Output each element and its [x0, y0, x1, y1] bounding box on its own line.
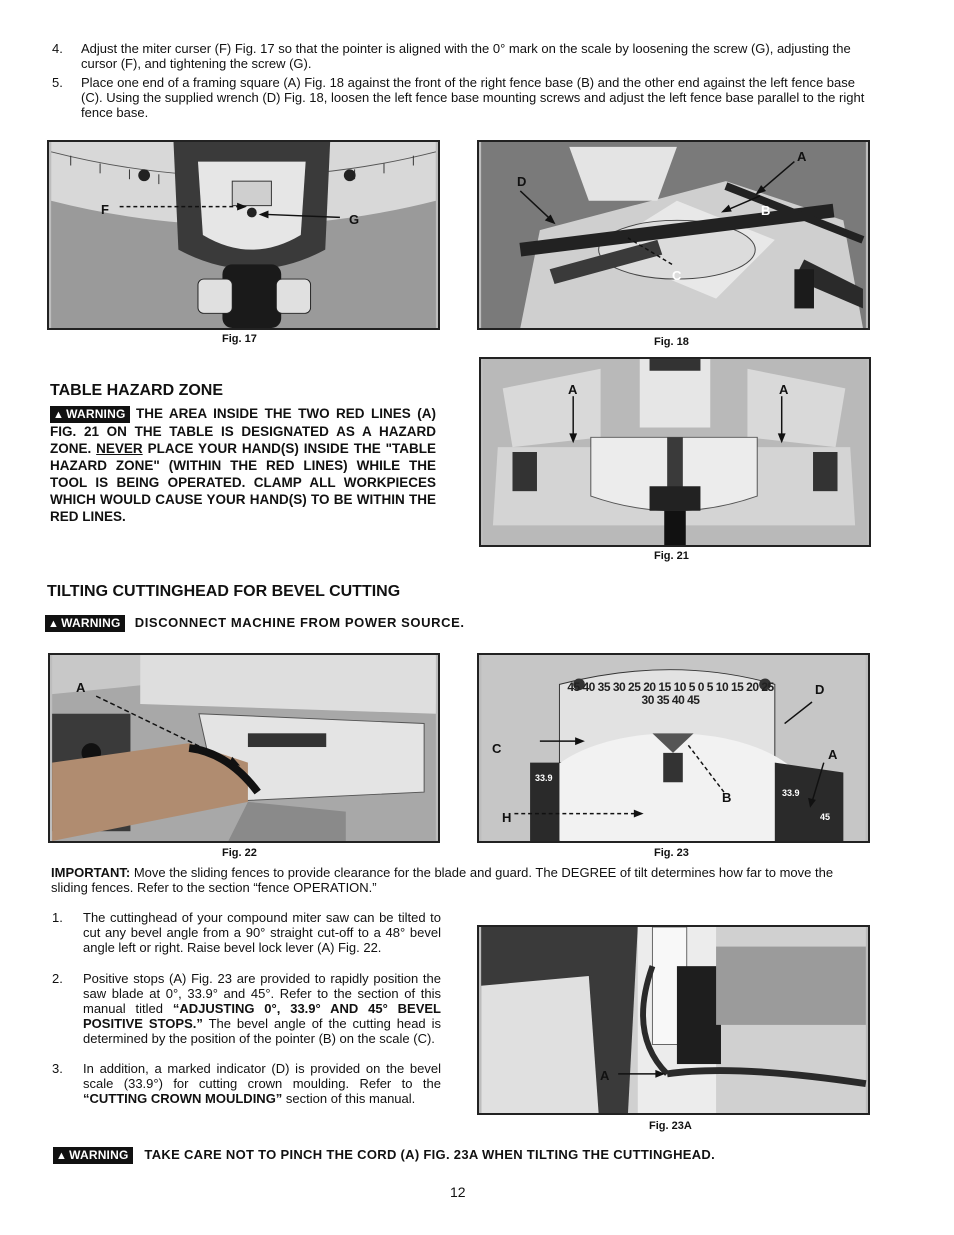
step-5: [52, 75, 872, 123]
fig23a-caption: Fig. 23A: [649, 1120, 692, 1132]
figure-18: [477, 140, 870, 330]
warning-badge: [53, 1147, 133, 1164]
figure-22: [48, 653, 440, 843]
step-number: 5.: [52, 75, 63, 90]
step-number: 4.: [52, 41, 63, 56]
bevel-warning: [45, 615, 465, 632]
fig22-illustration: [50, 655, 438, 841]
fig18-label-d: D: [517, 174, 527, 189]
bevel-heading: TILTING CUTTINGHEAD FOR BEVEL CUTTING: [47, 583, 401, 600]
table-hazard-heading: TABLE HAZARD ZONE: [50, 382, 224, 399]
step-text-bold: “CUTTING CROWN MOULDING”: [83, 1091, 283, 1106]
fig23-label-b: B: [722, 790, 732, 805]
warning-badge-text: WARNING: [61, 616, 121, 631]
fig23a-label-a: A: [600, 1068, 610, 1083]
table-hazard-rest: PLACE YOUR HAND(S) INSIDE THE "TABLE HAZARD ZONE" (WITHIN THE RED LINES) WHILE THE TOOL IS BEING OPERATED. CLAMP ALL WORKPIECES WHICH WOULD CAUSE YOUR HAND(S) TO BE WITHIN THE RED LINES.: [50, 440, 436, 524]
fig18-label-b: B: [761, 203, 771, 218]
fig18-caption: Fig. 18: [654, 336, 689, 348]
fig23-stop-mark: 45: [820, 812, 831, 822]
step-text-bold: “ADJUSTING 0°, 33.9° AND 45° BEVEL POSITIVE STOPS.”: [83, 1001, 441, 1031]
step-number: 2.: [52, 971, 63, 986]
table-hazard-warning: [50, 405, 436, 525]
step-text-a: In addition, a marked indicator (D) is provided on the bevel scale (33.9°) for cutting crown moulding. Refer to the: [83, 1061, 441, 1091]
step-text: [83, 971, 441, 1046]
bevel-step-1: [52, 910, 442, 970]
step-number: 3.: [52, 1061, 63, 1076]
bevel-step-2: [52, 971, 442, 1061]
fig17-label-f: F: [101, 202, 109, 217]
fig18-label-a: A: [797, 149, 807, 164]
fig17-caption: Fig. 17: [222, 333, 257, 345]
fig21-illustration: [481, 359, 869, 545]
fig21-caption: Fig. 21: [654, 550, 689, 562]
fig23-indicator-left: 33.9: [535, 773, 553, 783]
fig21-label-a-right: A: [779, 382, 789, 397]
fig23-label-d: D: [815, 682, 825, 697]
bottom-warning: [53, 1147, 715, 1164]
step-text: Place one end of a framing square (A) Fig. 18 against the front of the right fence base (B) and the other end against the left fence base (C). Using the supplied wrench (D) Fig. 18, loosen the left fence base mounting screws and adjust the left fence base parallel to the right fence base.: [81, 75, 865, 120]
fig23-label-a: A: [828, 747, 838, 762]
step-text-a: Positive stops (A) Fig. 23 are provided to rapidly position the saw blade at 0°, 33.9° and 45°. Refer to the section of this manual titled: [83, 971, 441, 1016]
warning-badge-text: WARNING: [66, 406, 126, 421]
warning-badge: [50, 406, 130, 423]
step-text-b: section of this manual.: [282, 1091, 416, 1106]
fig18-illustration: [479, 142, 868, 328]
figure-17: [47, 140, 440, 330]
bevel-warning-text: DISCONNECT MACHINE FROM POWER SOURCE.: [134, 615, 465, 630]
important-note: [51, 865, 871, 895]
important-text: Move the sliding fences to provide clearance for the blade and guard. The DEGREE of tilt determines how far to move the sliding fences. Refer to the section “fence OPERATION.”: [51, 865, 834, 895]
fig22-caption: Fig. 22: [222, 847, 257, 859]
figure-23: [477, 653, 870, 843]
warning-triangle-icon: ▲: [53, 408, 65, 421]
bottom-warning-text: TAKE CARE NOT TO PINCH THE CORD (A) FIG. 23A WHEN TILTING THE CUTTINGHEAD.: [144, 1147, 716, 1162]
bevel-step-3: [52, 1061, 442, 1121]
warning-badge-text: WARNING: [69, 1148, 129, 1163]
table-hazard-never: NEVER: [96, 440, 143, 456]
figure-23a: [477, 925, 870, 1115]
fig23-caption: Fig. 23: [654, 847, 689, 859]
fig21-label-a-left: A: [568, 382, 578, 397]
step-text: Adjust the miter curser (F) Fig. 17 so that the pointer is aligned with the 0° mark on the scale by loosening the screw (G), adjusting the cursor (F), and tightening the screw (G).: [81, 41, 851, 71]
step-text-b: The bevel angle of the cutting head is determined by the position of the pointer (B) on the scale (C).: [83, 1016, 441, 1046]
page-number: 12: [450, 1184, 466, 1200]
fig23-label-c: C: [492, 741, 502, 756]
fig23-bevel-scale: 45 40 35 30 25 20 15 10 5 0 5 10 15 20 25 30 35 40 45: [567, 680, 774, 707]
fig18-label-c: C: [672, 268, 682, 283]
warning-badge: [45, 615, 125, 632]
fig17-illustration: [49, 142, 438, 328]
step-text: The cuttinghead of your compound miter saw can be tilted to cut any bevel angle from a 90° straight cut-off to a 48° bevel angle left or right. Raise bevel lock lever (A) Fig. 22.: [83, 910, 441, 955]
important-label: IMPORTANT:: [51, 865, 131, 880]
step-4: [52, 41, 872, 73]
step-number: 1.: [52, 910, 63, 925]
figure-21: [479, 357, 871, 547]
fig23-label-h: H: [502, 810, 512, 825]
fig23-indicator-right: 33.9: [782, 788, 800, 798]
step-text: [83, 1061, 441, 1106]
warning-triangle-icon: ▲: [56, 1150, 68, 1163]
fig22-label-a: A: [76, 680, 86, 695]
warning-triangle-icon: ▲: [48, 618, 60, 631]
fig17-label-g: G: [349, 212, 360, 227]
table-hazard-lead: THE AREA INSIDE THE TWO RED LINES (A) FIG. 21 ON THE TABLE IS DESIGNATED AS A HAZARD ZONE.: [50, 406, 436, 456]
fig23a-illustration: [479, 927, 868, 1113]
